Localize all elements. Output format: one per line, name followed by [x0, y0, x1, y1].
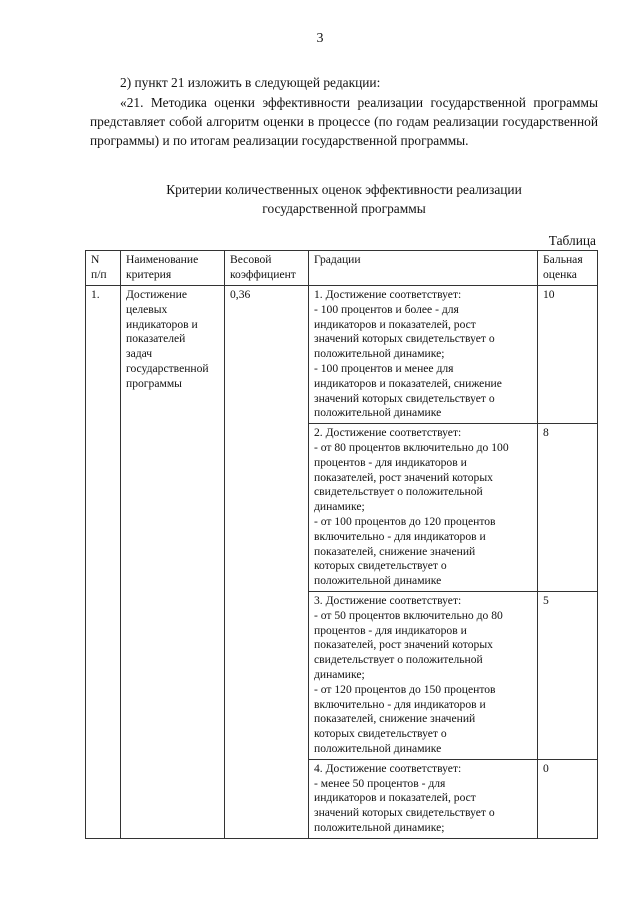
gradation-line: индикаторов и показателей, рост: [314, 317, 476, 331]
criterion-name-cell: [121, 286, 225, 839]
gradation-line: - от 80 процентов включительно до 100: [314, 440, 509, 454]
table-caption: Таблица: [548, 233, 596, 248]
header-number-line-1: N: [91, 253, 100, 266]
table-header-row: [86, 251, 598, 286]
page-number: 3: [316, 31, 324, 46]
gradation-line: значений которых свидетельствует о: [314, 806, 495, 820]
gradation-line: которых свидетельствует о: [314, 727, 447, 741]
criterion-name-line: целевых: [126, 302, 168, 316]
gradation-line: - 100 процентов и более - для: [314, 302, 459, 316]
criteria-table: [85, 250, 598, 839]
header-weight-line-2: коэффициент: [230, 267, 296, 281]
gradation-line: свидетельствует о положительной: [314, 485, 483, 499]
gradation-line: - от 120 процентов до 150 процентов: [314, 682, 496, 696]
gradation-line: положительной динамике;: [314, 820, 445, 834]
gradation-line: процентов - для индикаторов и: [314, 455, 467, 469]
criterion-name-line: индикаторов и: [126, 317, 198, 331]
gradation-line: индикаторов и показателей, снижение: [314, 376, 502, 390]
header-criterion-name-line-1: Наименование: [126, 253, 199, 266]
header-criterion-name: [121, 251, 225, 286]
gradation-line: - от 50 процентов включительно до 80: [314, 608, 503, 622]
criterion-name-line: задач: [126, 347, 153, 361]
gradation-cell-2: [309, 424, 538, 592]
gradation-line: 4. Достижение соответствует:: [314, 761, 462, 775]
gradation-line: положительной динамике: [314, 741, 442, 755]
criterion-name-line: Достижение: [126, 288, 187, 301]
criterion-name-line: программы: [126, 376, 182, 390]
gradation-line: 2. Достижение соответствует:: [314, 426, 462, 440]
paragraph-item-2: 2) пункт 21 изложить в следующей редакции:: [120, 75, 381, 90]
table-heading-line-1: Критерии количественных оценок эффективности реализации: [166, 182, 522, 197]
header-criterion-name-line-2: критерия: [126, 267, 172, 281]
header-number-line-2: п/п: [91, 267, 107, 281]
row-number-cell: 1.: [86, 286, 121, 839]
gradation-line: - менее 50 процентов - для: [314, 776, 446, 790]
table-heading-line-2: государственной программы: [262, 201, 426, 216]
gradation-line: 1. Достижение соответствует:: [314, 288, 462, 301]
gradation-line: динамике;: [314, 667, 365, 681]
gradation-line: значений которых свидетельствует о: [314, 391, 495, 405]
score-cell-4: 0: [538, 759, 598, 838]
gradation-line: положительной динамике;: [314, 347, 445, 361]
gradation-line: - 100 процентов и менее для: [314, 361, 454, 375]
gradation-line: динамике;: [314, 500, 365, 514]
gradation-line: показателей, рост значений которых: [314, 470, 493, 484]
gradation-line: - от 100 процентов до 120 процентов: [314, 514, 496, 528]
header-score: [538, 251, 598, 286]
gradation-line: свидетельствует о положительной: [314, 653, 483, 667]
gradation-cell-3: [309, 591, 538, 759]
score-cell-3: 5: [538, 591, 598, 759]
score-cell-1: 10: [538, 286, 598, 424]
gradation-line: показателей, снижение значений: [314, 544, 476, 558]
paragraph-item-21: «21. Методика оценки эффективности реализации государственной программы представляет собой алгоритм оценки в процессе (по годам реализации государственной программы) и по итогам реализации государственной программы.: [90, 95, 598, 148]
gradation-line: процентов - для индикаторов и: [314, 623, 467, 637]
table-heading: [90, 180, 598, 218]
header-score-line-1: Бальная: [543, 253, 583, 266]
gradation-line: положительной динамике: [314, 406, 442, 420]
gradation-cell-1: [309, 286, 538, 424]
gradation-cell-4: [309, 759, 538, 838]
gradation-line: которых свидетельствует о: [314, 559, 447, 573]
gradation-line: положительной динамике: [314, 574, 442, 588]
header-weight-line-1: Весовой: [230, 253, 272, 266]
criterion-name-line: государственной: [126, 361, 209, 375]
weight-cell: 0,36: [225, 286, 309, 839]
gradation-line: показателей, рост значений которых: [314, 638, 493, 652]
gradation-line: значений которых свидетельствует о: [314, 332, 495, 346]
header-weight: [225, 251, 309, 286]
criterion-name-line: показателей: [126, 332, 186, 346]
score-cell-2: 8: [538, 424, 598, 592]
header-number: [86, 251, 121, 286]
gradation-line: включительно - для индикаторов и: [314, 697, 486, 711]
gradation-line: показателей, снижение значений: [314, 712, 476, 726]
table-row: [86, 286, 598, 424]
header-score-line-2: оценка: [543, 267, 577, 281]
header-gradations: Градации: [309, 251, 538, 286]
gradation-line: индикаторов и показателей, рост: [314, 791, 476, 805]
gradation-line: 3. Достижение соответствует:: [314, 593, 462, 607]
gradation-line: включительно - для индикаторов и: [314, 529, 486, 543]
